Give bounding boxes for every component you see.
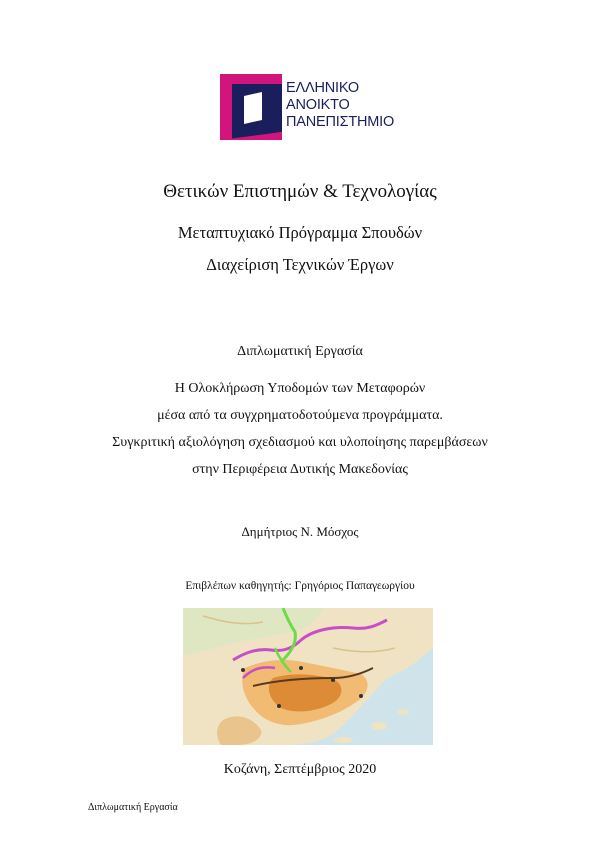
- region-map-image: [183, 608, 433, 745]
- page-footer: Διπλωματική Εργασία: [88, 802, 178, 813]
- supervisor-line: Επιβλέπων καθηγητής: Γρηγόριος Παπαγεωργίου: [185, 580, 415, 592]
- title-line-4: στην Περιφέρεια Δυτικής Μακεδονίας: [192, 462, 408, 477]
- title-line-2: μέσα από τα συγχρηματοδοτούμενα προγράμματα.: [157, 408, 443, 423]
- title-line-3: Συγκριτική αξιολόγηση σχεδιασμού και υλοποίησης παρεμβάσεων: [112, 435, 488, 450]
- program-label: Μεταπτυχιακό Πρόγραμμα Σπουδών: [177, 223, 423, 242]
- logo-line-2: ΑΝΟΙΚΤΟ: [286, 97, 350, 113]
- map-illustration-icon: [183, 608, 433, 745]
- author-name: Δημήτριος Ν. Μόσχος: [241, 524, 359, 539]
- document-type: Διπλωματική Εργασία: [237, 344, 363, 359]
- logo-mark-icon: [218, 72, 284, 142]
- title-line-1: Η Ολοκλήρωση Υποδομών των Μεταφορών: [174, 381, 426, 396]
- logo-text: [286, 80, 394, 131]
- faculty-name: Θετικών Επιστημών & Τεχνολογίας: [163, 181, 437, 202]
- university-logo: [218, 72, 418, 142]
- place-date: Κοζάνη, Σεπτέμβριος 2020: [223, 762, 377, 777]
- program-name: Διαχείριση Τεχνικών Έργων: [206, 255, 394, 274]
- logo-line-3: ΠΑΝΕΠΙΣΤΗΜΙΟ: [286, 114, 395, 130]
- logo-line-1: ΕΛΛΗΝΙΚΟ: [286, 80, 359, 96]
